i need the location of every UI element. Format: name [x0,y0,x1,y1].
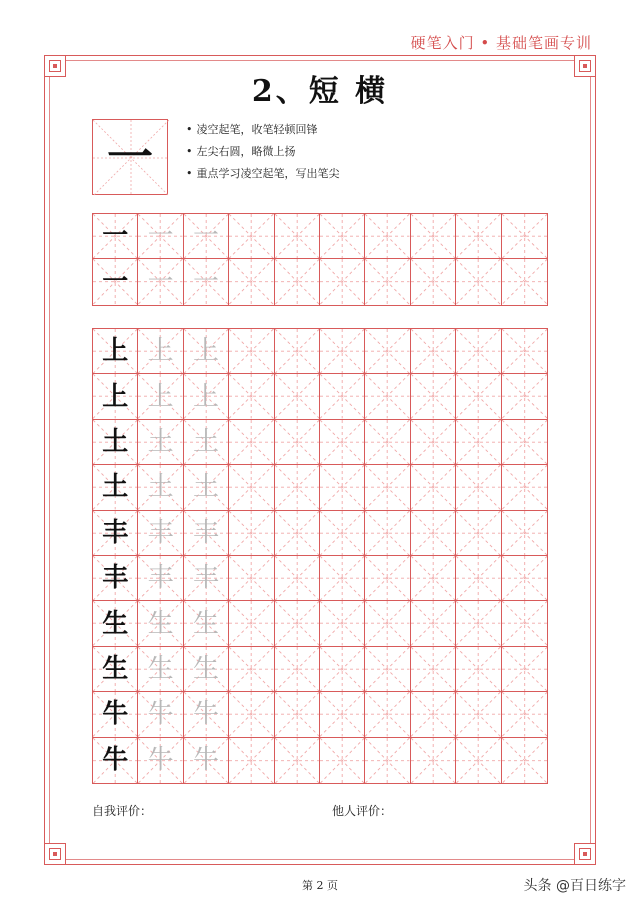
rice-grid-guides [320,738,364,783]
rice-grid-guides [365,374,409,418]
rice-grid-guides [502,556,547,600]
trace-cell [184,329,229,373]
blank-practice-cell [456,420,501,464]
blank-practice-cell [275,259,320,304]
demo-stroke: 一 [107,130,153,184]
lesson-title: 2、短 横 [251,74,389,109]
rice-grid-guides [365,647,409,691]
model-character: 生 [102,608,129,639]
rice-grid-guides [275,420,319,464]
practice-row [93,738,547,783]
rice-grid-guides [456,420,500,464]
trace-character: 丰 [147,517,174,548]
rice-grid-guides [229,420,273,464]
trace-cell [184,738,229,783]
blank-practice-cell [229,465,274,509]
practice-row [93,601,547,646]
blank-practice-cell [502,601,547,645]
trace-cell [138,738,183,783]
blank-practice-cell [320,465,365,509]
model-character: 牛 [102,745,129,776]
blank-practice-cell [502,465,547,509]
rice-grid-guides [502,738,547,783]
blank-practice-cell [229,259,274,304]
blank-practice-cell [275,692,320,736]
blank-practice-cell [411,374,456,418]
frame-corner-ornament [44,843,66,865]
blank-practice-cell [411,511,456,555]
rice-grid-guides [320,214,364,258]
blank-practice-cell [275,738,320,783]
trace-character: 上 [192,336,219,367]
practice-row [93,511,547,556]
model-cell [93,465,138,509]
blank-practice-cell [365,329,410,373]
blank-practice-cell [320,420,365,464]
rice-grid-guides [229,601,273,645]
model-cell [93,647,138,691]
rice-grid-guides [365,556,409,600]
rice-grid-guides [456,329,500,373]
practice-row [93,374,547,419]
trace-character: 牛 [192,745,219,776]
rice-grid-guides [456,556,500,600]
rice-grid-guides [411,601,455,645]
rice-grid-guides [456,738,500,783]
practice-row [93,647,547,692]
rice-grid-guides [411,329,455,373]
practice-row [93,214,547,259]
trace-character: 一 [147,267,174,298]
blank-practice-cell [502,511,547,555]
blank-practice-cell [456,556,501,600]
rice-grid-guides [229,647,273,691]
blank-practice-cell [365,647,410,691]
trace-character: 生 [147,608,174,639]
blank-practice-cell [365,601,410,645]
blank-practice-cell [320,214,365,258]
trace-cell [138,374,183,418]
rice-grid-guides [275,214,319,258]
rice-grid-guides [411,556,455,600]
trace-character: 丰 [192,517,219,548]
blank-practice-cell [456,259,501,304]
trace-character: 一 [147,221,174,252]
rice-grid-guides [320,374,364,418]
rice-grid-guides [275,259,319,304]
trace-character: 牛 [147,745,174,776]
rice-grid-guides [411,259,455,304]
rice-grid-guides [502,647,547,691]
rice-grid-guides [365,738,409,783]
rice-grid-guides [411,214,455,258]
practice-row [93,420,547,465]
blank-practice-cell [320,692,365,736]
rice-grid-guides [456,601,500,645]
rice-grid-guides [229,214,273,258]
note-item: • 左尖右圆，略微上扬 [186,145,296,158]
blank-practice-cell [275,465,320,509]
rice-grid-guides [365,329,409,373]
peer-evaluation-label: 他人评价： [332,804,393,818]
blank-practice-cell [456,738,501,783]
trace-character: 丰 [192,563,219,594]
rice-grid-guides [275,374,319,418]
trace-cell [184,692,229,736]
blank-practice-cell [456,692,501,736]
rice-grid-guides [365,420,409,464]
blank-practice-cell [275,556,320,600]
blank-practice-cell [411,647,456,691]
model-character: 一 [102,267,129,298]
trace-cell [184,465,229,509]
rice-grid-guides [502,420,547,464]
blank-practice-cell [275,511,320,555]
model-cell [93,511,138,555]
rice-grid-guides [275,511,319,555]
model-character: 土 [102,472,129,503]
trace-character: 土 [147,426,174,457]
trace-cell [138,692,183,736]
trace-cell [184,259,229,304]
rice-grid-guides [365,465,409,509]
model-cell [93,259,138,304]
rice-grid-guides [275,738,319,783]
rice-grid-guides [229,738,273,783]
blank-practice-cell [365,420,410,464]
rice-grid-guides [365,511,409,555]
rice-grid-guides [320,556,364,600]
blank-practice-cell [502,214,547,258]
blank-practice-cell [320,259,365,304]
trace-cell [138,556,183,600]
blank-practice-cell [229,738,274,783]
practice-row [93,692,547,737]
rice-grid-guides [411,465,455,509]
trace-cell [184,601,229,645]
practice-row [93,259,547,304]
rice-grid-guides [275,465,319,509]
practice-row [93,465,547,510]
blank-practice-cell [365,214,410,258]
blank-practice-cell [229,511,274,555]
rice-grid-guides [411,647,455,691]
model-character: 丰 [102,563,129,594]
trace-character: 牛 [192,699,219,730]
blank-practice-cell [411,601,456,645]
model-character: 土 [102,426,129,457]
blank-practice-cell [411,214,456,258]
model-character: 上 [102,381,129,412]
blank-practice-cell [411,329,456,373]
blank-practice-cell [365,738,410,783]
blank-practice-cell [320,647,365,691]
blank-practice-cell [320,556,365,600]
trace-character: 上 [147,336,174,367]
blank-practice-cell [365,556,410,600]
blank-practice-cell [502,692,547,736]
trace-cell [184,647,229,691]
blank-practice-cell [229,374,274,418]
blank-practice-cell [229,601,274,645]
blank-practice-cell [229,214,274,258]
rice-grid-guides [275,601,319,645]
blank-practice-cell [275,329,320,373]
blank-practice-cell [275,420,320,464]
rice-grid-guides [502,374,547,418]
model-cell [93,420,138,464]
trace-character: 生 [192,608,219,639]
model-cell [93,556,138,600]
stroke-practice-grid [92,213,548,306]
blank-practice-cell [275,214,320,258]
trace-character: 生 [147,653,174,684]
rice-grid-guides [502,259,547,304]
trace-cell [184,214,229,258]
rice-grid-guides [229,465,273,509]
blank-practice-cell [411,465,456,509]
lesson-notes [186,119,340,185]
watermark: 头条 @百日练字 [523,878,626,894]
rice-grid-guides [411,420,455,464]
rice-grid-guides [365,214,409,258]
frame-corner-ornament [574,843,596,865]
practice-row [93,329,547,374]
trace-character: 牛 [147,699,174,730]
rice-grid-guides [365,259,409,304]
rice-grid-guides [456,465,500,509]
rice-grid-guides [320,329,364,373]
note-item: • 凌空起笔，收笔轻顿回锋 [186,123,318,136]
rice-grid-guides [275,647,319,691]
blank-practice-cell [365,692,410,736]
trace-cell [184,420,229,464]
trace-cell [138,465,183,509]
trace-character: 土 [192,472,219,503]
rice-grid-guides [320,511,364,555]
rice-grid-guides [365,692,409,736]
rice-grid-guides [320,259,364,304]
blank-practice-cell [502,329,547,373]
trace-character: 上 [147,381,174,412]
rice-grid-guides [275,556,319,600]
blank-practice-cell [456,647,501,691]
blank-practice-cell [320,374,365,418]
model-cell [93,738,138,783]
rice-grid-guides [229,692,273,736]
rice-grid-guides [502,465,547,509]
model-character: 牛 [102,699,129,730]
rice-grid-guides [502,511,547,555]
rice-grid-guides [411,692,455,736]
model-character: 丰 [102,517,129,548]
model-cell [93,692,138,736]
model-character: 生 [102,653,129,684]
blank-practice-cell [502,556,547,600]
blank-practice-cell [365,511,410,555]
blank-practice-cell [456,465,501,509]
blank-practice-cell [275,647,320,691]
rice-grid-guides [456,647,500,691]
trace-cell [138,329,183,373]
demo-stroke-box [92,119,168,195]
rice-grid-guides [320,420,364,464]
blank-practice-cell [456,511,501,555]
rice-grid-guides [365,601,409,645]
rice-grid-guides [229,329,273,373]
rice-grid-guides [320,692,364,736]
rice-grid-guides [411,374,455,418]
trace-character: 生 [192,653,219,684]
trace-character: 土 [192,426,219,457]
trace-character: 丰 [147,563,174,594]
series-title: 硬笔入门 • 基础笔画专训 [410,34,592,52]
trace-cell [138,420,183,464]
rice-grid-guides [275,329,319,373]
trace-cell [138,601,183,645]
rice-grid-guides [502,601,547,645]
blank-practice-cell [411,738,456,783]
trace-cell [138,511,183,555]
blank-practice-cell [411,692,456,736]
trace-cell [184,511,229,555]
blank-practice-cell [229,329,274,373]
trace-cell [138,259,183,304]
trace-cell [184,556,229,600]
rice-grid-guides [229,556,273,600]
model-cell [93,214,138,258]
self-evaluation-label: 自我评价： [92,804,153,818]
note-item: • 重点学习凌空起笔，写出笔尖 [186,167,340,180]
rice-grid-guides [456,214,500,258]
blank-practice-cell [275,601,320,645]
blank-practice-cell [229,420,274,464]
model-cell [93,374,138,418]
rice-grid-guides [502,692,547,736]
rice-grid-guides [320,465,364,509]
blank-practice-cell [320,329,365,373]
blank-practice-cell [365,465,410,509]
blank-practice-cell [365,374,410,418]
rice-grid-guides [320,647,364,691]
rice-grid-guides [411,738,455,783]
blank-practice-cell [275,374,320,418]
blank-practice-cell [365,259,410,304]
rice-grid-guides [502,329,547,373]
trace-cell [138,214,183,258]
character-practice-grid [92,328,548,784]
rice-grid-guides [456,692,500,736]
blank-practice-cell [502,259,547,304]
model-cell [93,329,138,373]
rice-grid-guides [456,374,500,418]
page-number: 第 2 页 [302,879,338,892]
blank-practice-cell [411,259,456,304]
blank-practice-cell [229,692,274,736]
rice-grid-guides [320,601,364,645]
rice-grid-guides [229,374,273,418]
rice-grid-guides [229,259,273,304]
trace-character: 土 [147,472,174,503]
blank-practice-cell [411,420,456,464]
blank-practice-cell [456,374,501,418]
blank-practice-cell [456,329,501,373]
rice-grid-guides [275,692,319,736]
rice-grid-guides [229,511,273,555]
blank-practice-cell [456,214,501,258]
blank-practice-cell [320,601,365,645]
rice-grid-guides [411,511,455,555]
blank-practice-cell [502,420,547,464]
trace-character: 一 [192,221,219,252]
rice-grid-guides [456,511,500,555]
blank-practice-cell [229,556,274,600]
model-character: 上 [102,336,129,367]
rice-grid-guides [502,214,547,258]
blank-practice-cell [320,738,365,783]
blank-practice-cell [502,738,547,783]
trace-character: 一 [192,267,219,298]
trace-character: 上 [192,381,219,412]
blank-practice-cell [456,601,501,645]
model-cell [93,601,138,645]
blank-practice-cell [411,556,456,600]
trace-cell [184,374,229,418]
blank-practice-cell [502,374,547,418]
blank-practice-cell [320,511,365,555]
blank-practice-cell [502,647,547,691]
model-character: 一 [102,221,129,252]
rice-grid-guides [456,259,500,304]
trace-cell [138,647,183,691]
blank-practice-cell [229,647,274,691]
practice-row [93,556,547,601]
